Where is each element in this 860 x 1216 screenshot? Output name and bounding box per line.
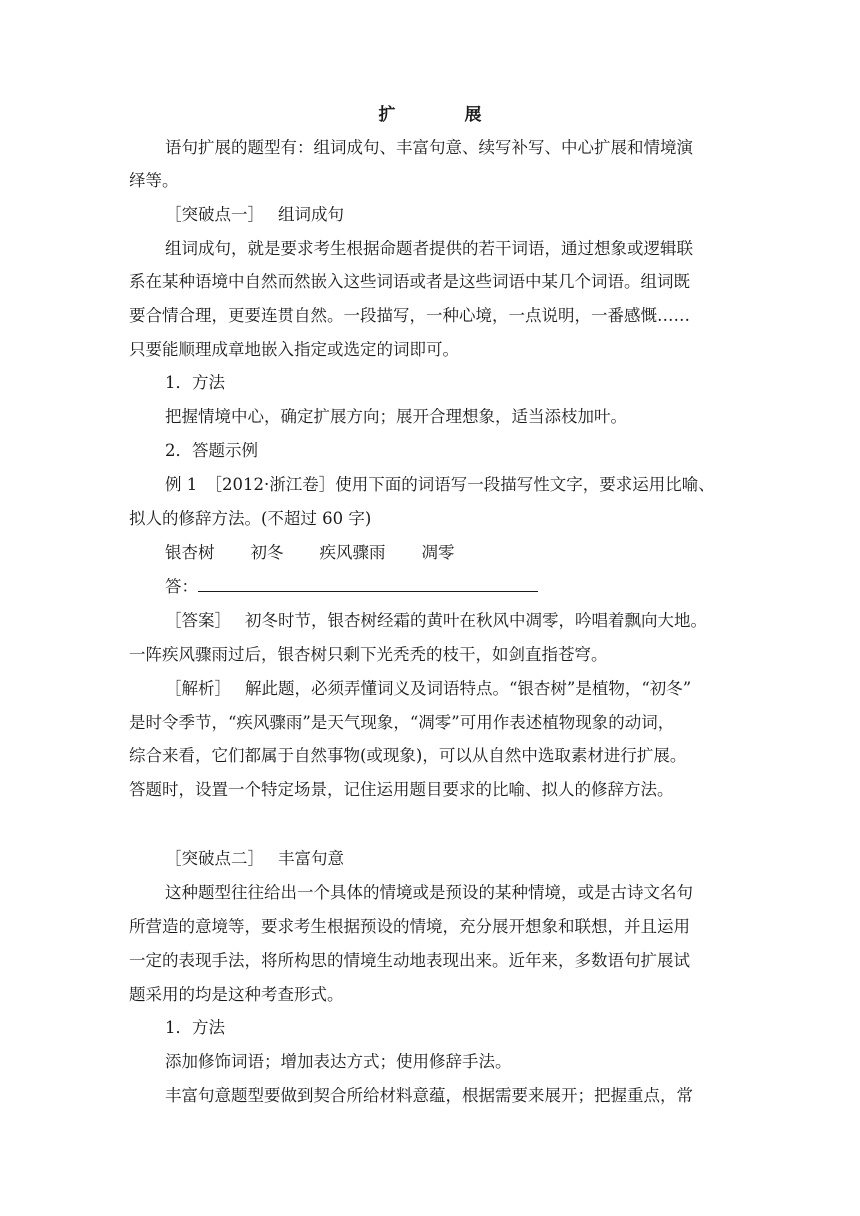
section-name: 丰富句意 — [278, 849, 344, 868]
section-name: 组词成句 — [278, 205, 344, 224]
page-title: 扩 展 — [378, 105, 508, 125]
answer-tag: ［答案］ — [165, 611, 231, 630]
paragraph-line: 题采用的均是这种考查形式。 — [129, 985, 344, 1004]
paragraph-line: 一定的表现手法，将所构思的情境生动地表现出来。近年来，多数语句扩展试 — [129, 951, 690, 970]
analysis-line-2: 是时令季节，“疾风骤雨”是天气现象，“凋零”可用作表述植物现象的动词， — [129, 713, 675, 732]
word-item: 疾风骤雨 — [319, 543, 386, 562]
word-list — [165, 542, 735, 564]
paragraph-line: 组词成句，就是要求考生根据命题者提供的若干词语，通过想象或逻辑联 — [165, 239, 693, 258]
paragraph-line: 丰富句意题型要做到契合所给材料意蕴，根据需要来展开；把握重点，常 — [165, 1086, 693, 1105]
analysis-line-1 — [165, 678, 735, 700]
method-heading: 1．方法 — [165, 373, 225, 392]
analysis-text: 解此题，必须弄懂词义及词语特点。“银杏树”是植物，“初冬” — [245, 679, 692, 698]
section-heading-1 — [165, 204, 735, 226]
answer-text-line-2: 一阵疾风骤雨过后，银杏树只剩下光秃秃的枝干，如剑直指苍穹。 — [129, 645, 608, 664]
intro-line-2: 绎等。 — [129, 171, 179, 190]
analysis-line-3: 综合来看，它们都属于自然事物(或现象)，可以从自然中选取素材进行扩展。 — [129, 746, 687, 765]
paragraph-line: 这种题型往往给出一个具体的情境或是预设的某种情境，或是古诗文名句 — [165, 883, 693, 902]
section-tag: ［突破点二］ — [165, 849, 264, 868]
section-tag: ［突破点一］ — [165, 205, 264, 224]
word-item: 初冬 — [250, 543, 284, 562]
answer-prompt: 答： — [165, 577, 198, 596]
paragraph-line: 只要能顺理成章地嵌入指定或选定的词即可。 — [129, 340, 459, 359]
intro-line-1: 语句扩展的题型有：组词成句、丰富句意、续写补写、中心扩展和情境演 — [165, 138, 693, 157]
word-item: 银杏树 — [165, 543, 215, 562]
method-heading: 1．方法 — [165, 1018, 225, 1037]
paragraph-line: 要合情合理，更要连贯自然。一段描写，一种心境，一点说明，一番感慨…… — [129, 306, 690, 325]
answer-blank[interactable] — [198, 577, 538, 592]
answer-text: 初冬时节，银杏树经霜的黄叶在秋风中凋零，吟唱着飘向大地。 — [245, 611, 707, 630]
paragraph-line: 系在某种语境中自然而然嵌入这些词语或者是这些词语中某几个词语。组词既 — [129, 272, 690, 291]
word-item: 凋零 — [421, 543, 455, 562]
example-heading: 2．答题示例 — [165, 441, 258, 460]
section-heading-2 — [165, 848, 735, 870]
answer-text-line-1 — [165, 610, 735, 632]
method-text: 添加修饰词语；增加表达方式；使用修辞手法。 — [165, 1052, 512, 1071]
analysis-tag: ［解析］ — [165, 679, 231, 698]
example-line-1: 例 1 ［2012·浙江卷］使用下面的词语写一段描写性文字，要求运用比喻、 — [165, 475, 715, 494]
example-line-2: 拟人的修辞方法。(不超过 60 字) — [129, 509, 372, 528]
method-text: 把握情境中心，确定扩展方向；展开合理想象，适当添枝加叶。 — [165, 407, 627, 426]
answer-line — [165, 576, 735, 598]
paragraph-line: 所营造的意境等，要求考生根据预设的情境，充分展开想象和联想，并且运用 — [129, 917, 690, 936]
analysis-line-4: 答题时，设置一个特定场景，记住运用题目要求的比喻、拟人的修辞方法。 — [129, 780, 674, 799]
